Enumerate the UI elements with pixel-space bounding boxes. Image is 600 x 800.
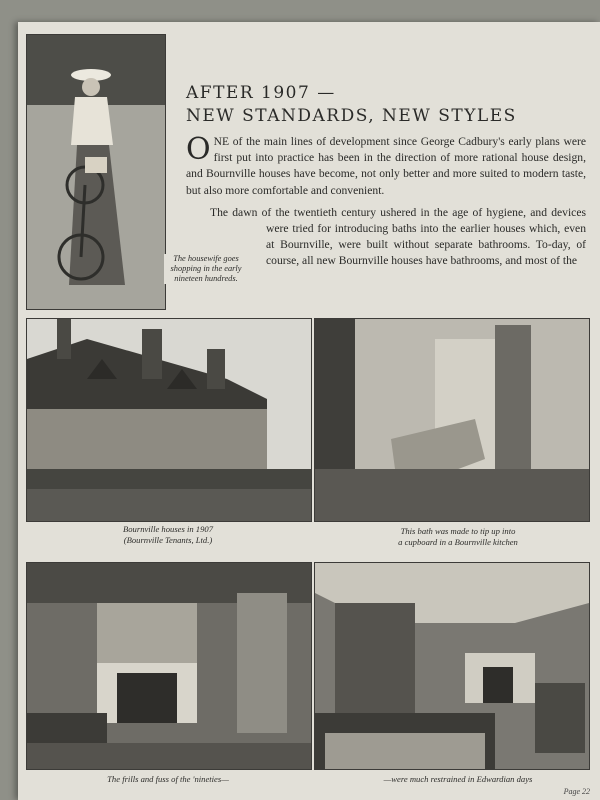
houses-1907-caption-line-1: Bournville houses in 1907 xyxy=(123,524,213,534)
bath-caption-line-1: This bath was made to tip up into xyxy=(400,526,516,536)
tipping-bath-photo xyxy=(314,318,590,522)
bath-caption xyxy=(358,526,558,548)
bath-caption-line-2: a cupboard in a Bournville kitchen xyxy=(398,537,518,547)
housewife-bicycle-photo xyxy=(26,34,166,310)
paragraph-1 xyxy=(186,134,586,199)
page-number: Page 22 xyxy=(563,787,590,796)
edwardian-caption: —were much restrained in Edwardian days xyxy=(383,774,533,784)
houses-1907-caption-line-2: (Bournville Tenants, Ltd.) xyxy=(123,535,213,545)
housewife-caption: The housewife goes shopping in the early nineteen hundreds. xyxy=(164,254,248,284)
heading-line-1: AFTER 1907 — xyxy=(186,83,336,103)
houses-1907-caption xyxy=(78,524,258,546)
paragraph-1-text: NE of the main lines of development since George Cadbury's early plans were first put into practice has been in the direction of more rational house design, and Bournville houses have become, not only better and more suited to modern taste, but also more comfortable and convenient. xyxy=(186,135,586,197)
paragraph-2-text: The dawn of the twentieth century ushered in the age of hygiene, and devices were tried for introducing baths into the earlier houses which, even at Bournville, were built without separate bathrooms. To-day, of course, all new Bournville houses have bathrooms, and most of the xyxy=(210,205,586,268)
edwardian-interior-photo xyxy=(314,562,590,770)
drop-cap: O xyxy=(186,132,211,167)
nineties-caption: The frills and fuss of the 'nineties— xyxy=(107,774,229,784)
nineties-interior-photo xyxy=(26,562,312,770)
article-heading xyxy=(186,82,586,128)
bournville-houses-1907-photo xyxy=(26,318,312,522)
magazine-page xyxy=(18,22,600,800)
heading-line-2: NEW STANDARDS, NEW STYLES xyxy=(186,106,517,126)
